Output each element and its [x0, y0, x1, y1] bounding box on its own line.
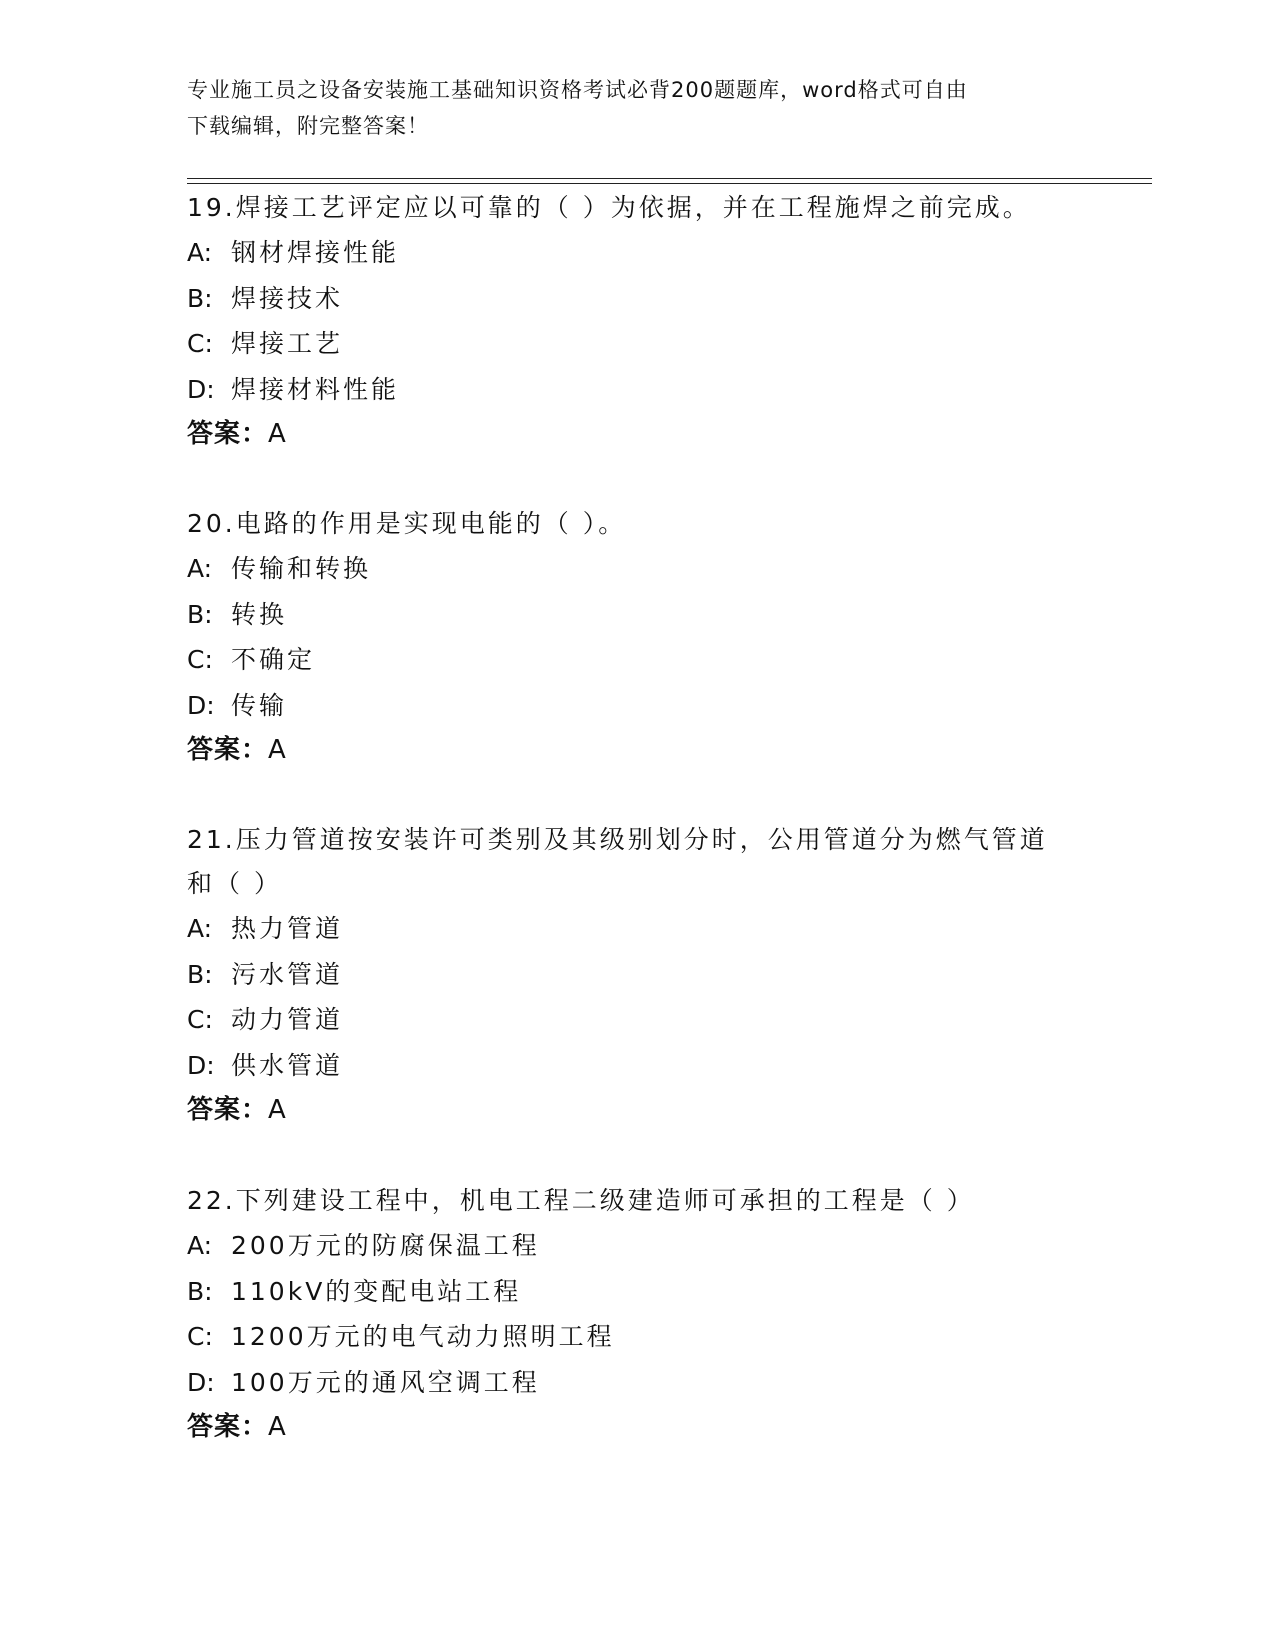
option-text: 传输和转换 [231, 554, 372, 583]
option-key: D: [187, 1050, 215, 1080]
question-title: 21.压力管道按安装许可类别及其级别划分时，公用管道分为燃气管道 [187, 825, 1048, 854]
question-20 [187, 502, 1087, 773]
option-text: 200万元的防腐保温工程 [231, 1231, 540, 1260]
option-b [187, 1269, 1087, 1315]
option-d [187, 1360, 1087, 1406]
option-text: 污水管道 [231, 959, 344, 989]
option-key: C: [187, 329, 213, 358]
option-text: 100万元的通风空调工程 [231, 1367, 540, 1397]
question-22 [187, 1179, 1087, 1450]
answer-line [187, 1088, 1087, 1133]
option-c [187, 321, 1087, 367]
header-divider-bottom [187, 183, 1152, 184]
answer-value: A [268, 419, 287, 449]
option-c [187, 637, 1087, 683]
option-text: 动力管道 [231, 1005, 344, 1034]
option-a [187, 230, 1087, 276]
answer-value: A [268, 1412, 287, 1442]
option-c [187, 1314, 1087, 1360]
answer-value: A [268, 735, 287, 765]
header-divider-top [187, 178, 1152, 179]
option-text: 钢材焊接性能 [231, 238, 400, 267]
header-line-2: 下载编辑，附完整答案！ [187, 114, 429, 138]
option-key: B: [187, 1276, 213, 1306]
option-text: 转换 [231, 599, 288, 629]
answer-line [187, 728, 1087, 773]
option-d [187, 367, 1087, 413]
header-line-1: 专业施工员之设备安装施工基础知识资格考试必背200题题库，word格式可自由 [187, 78, 968, 102]
option-key: B: [187, 959, 213, 989]
question-title-continued: 和（ ） [187, 869, 282, 898]
option-key: C: [187, 1322, 213, 1351]
option-text: 1200万元的电气动力照明工程 [231, 1322, 615, 1351]
option-key: D: [187, 1367, 215, 1397]
option-b [187, 276, 1087, 322]
option-text: 焊接工艺 [231, 329, 344, 358]
option-key: D: [187, 374, 215, 404]
option-a [187, 1223, 1087, 1269]
option-text: 热力管道 [231, 914, 344, 943]
option-key: C: [187, 645, 213, 674]
answer-label: 答案： [187, 419, 269, 449]
question-19 [187, 186, 1087, 457]
option-key: A: [187, 238, 213, 267]
option-key: A: [187, 1231, 213, 1260]
option-a [187, 546, 1087, 592]
question-title: 19.焊接工艺评定应以可靠的（ ）为依据，并在工程施焊之前完成。 [187, 193, 1031, 222]
option-b [187, 592, 1087, 638]
option-key: D: [187, 690, 215, 720]
answer-label: 答案： [187, 1412, 269, 1442]
option-key: A: [187, 554, 213, 583]
question-title: 22.下列建设工程中，机电工程二级建造师可承担的工程是（ ） [187, 1186, 975, 1215]
question-title: 20.电路的作用是实现电能的（ ）。 [187, 509, 627, 538]
answer-line [187, 1405, 1087, 1450]
option-text: 110kV的变配电站工程 [231, 1276, 522, 1306]
answer-line [187, 412, 1087, 457]
option-key: C: [187, 1005, 213, 1034]
option-c [187, 997, 1087, 1043]
option-key: B: [187, 599, 213, 629]
option-text: 不确定 [231, 645, 316, 674]
document-header [187, 72, 1067, 144]
option-key: B: [187, 283, 213, 313]
answer-label: 答案： [187, 735, 269, 765]
answer-value: A [268, 1095, 287, 1125]
option-text: 焊接材料性能 [231, 374, 400, 404]
option-text: 供水管道 [231, 1050, 344, 1080]
question-21 [187, 818, 1087, 1133]
option-text: 传输 [231, 690, 288, 720]
option-d [187, 683, 1087, 729]
option-text: 焊接技术 [231, 283, 344, 313]
option-d [187, 1043, 1087, 1089]
answer-label: 答案： [187, 1095, 269, 1125]
option-key: A: [187, 914, 213, 943]
option-b [187, 952, 1087, 998]
option-a [187, 906, 1087, 952]
